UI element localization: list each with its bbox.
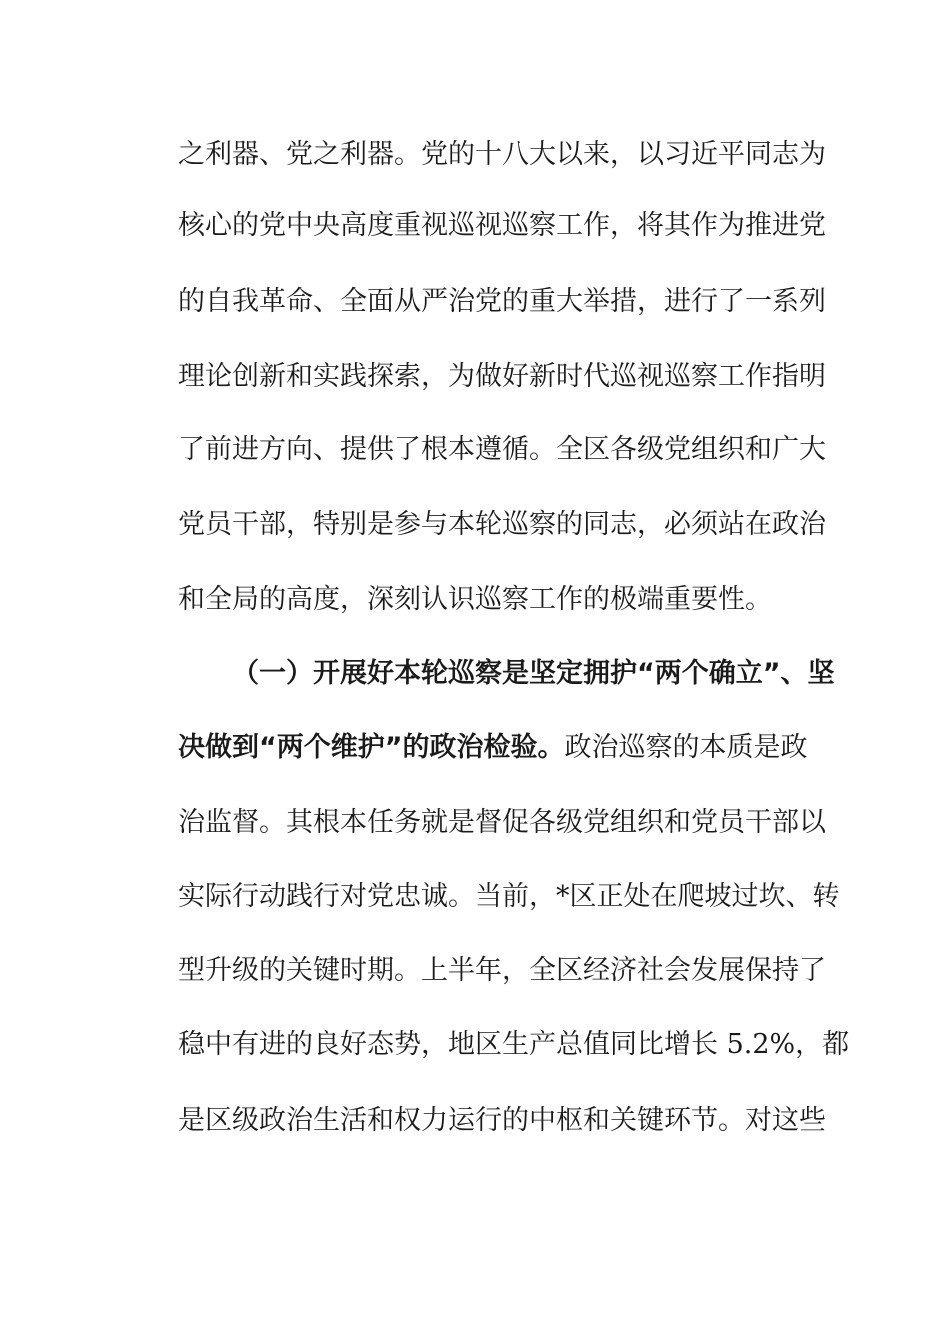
paragraph-text: 政治巡察的本质是政 [564,732,808,763]
paragraph-line: 核心的党中央高度重视巡视巡察工作，将其作为推进党 [178,210,826,241]
paragraph-line: 之利器、党之利器。党的十八大以来，以习近平同志为 [178,139,826,170]
paragraph-line: 了前进方向、提供了根本遵循。全区各级党组织和广大 [178,434,826,465]
section-heading-tail: 决做到“两个维护”的政治检验。 [178,732,565,763]
paragraph-line: 稳中有进的良好态势，地区生产总值同比增长 5.2%，都 [178,1029,850,1060]
paragraph-line [178,728,808,768]
paragraph-line: 治监督。其根本任务就是督促各级党组织和党员干部以 [178,807,826,838]
paragraph-line: 是区级政治生活和权力运行的中枢和关键环节。对这些 [178,1105,826,1136]
paragraph-line: 的自我革命、全面从严治党的重大举措，进行了一系列 [178,286,826,317]
paragraph-line: 党员干部，特别是参与本轮巡察的同志，必须站在政治 [178,509,826,540]
paragraph-line: 型升级的关键时期。上半年，全区经济社会发展保持了 [178,955,826,986]
paragraph-line: 理论创新和实践探索，为做好新时代巡视巡察工作指明 [178,361,826,392]
paragraph-line: 实际行动践行对党忠诚。当前，*区正处在爬坡过坎、转 [178,881,840,912]
paragraph-line: 和全局的高度，深刻认识巡察工作的极端重要性。 [178,584,772,615]
section-heading-line: （一）开展好本轮巡察是坚定拥护“两个确立”、坚 [232,658,835,689]
